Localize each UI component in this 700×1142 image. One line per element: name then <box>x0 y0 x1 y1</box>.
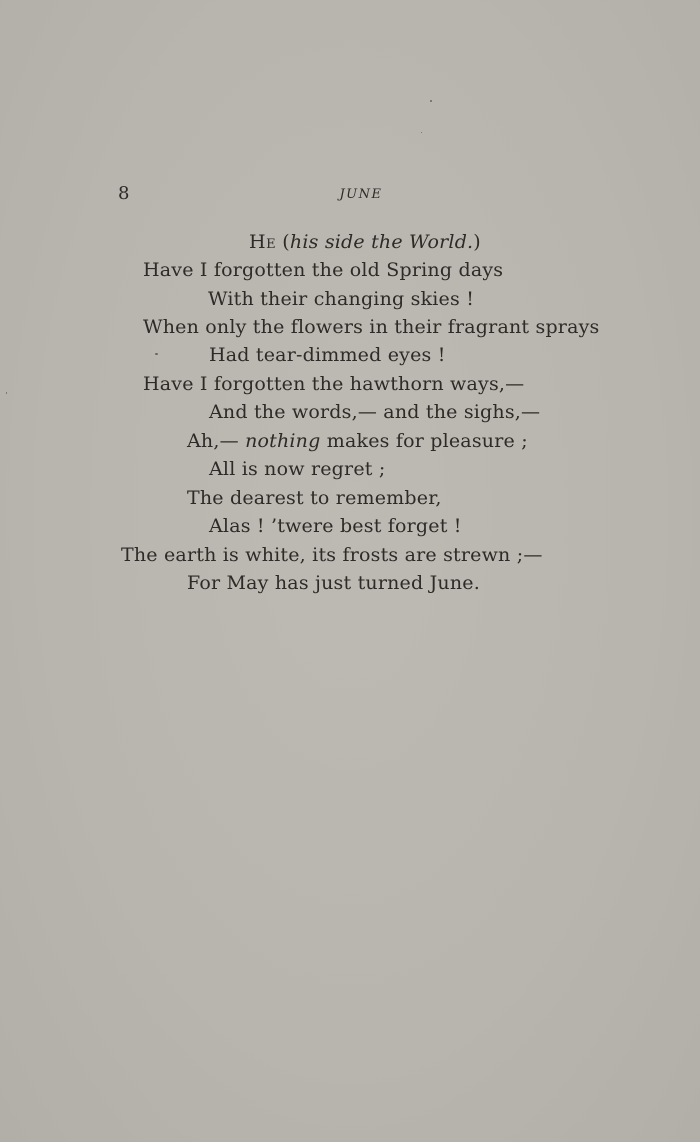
emphasized-word: nothing <box>245 430 321 452</box>
paper-speck <box>155 353 158 355</box>
poem-line: The earth is white, its frosts are strewn ;— <box>121 544 543 566</box>
running-title: JUNE <box>339 187 383 202</box>
poem-line: Have I forgotten the hawthorn ways,— <box>143 373 525 395</box>
paper-speck <box>6 392 7 394</box>
speaker-close-paren: ) <box>473 231 481 253</box>
speaker-open-paren: ( <box>276 231 290 253</box>
poem-line: Had tear-dimmed eyes ! <box>209 344 446 366</box>
paper-speck <box>421 132 422 133</box>
poem-line <box>187 429 528 453</box>
poem-line: With their changing skies ! <box>208 288 475 310</box>
page-number: 8 <box>118 183 130 204</box>
poem-line: Have I forgotten the old Spring days <box>143 259 504 281</box>
paper-speck <box>430 100 432 102</box>
poem-line: The dearest to remember, <box>187 487 442 509</box>
line-fragment: makes for pleasure ; <box>320 430 528 452</box>
poem-line: Alas ! ’twere best forget ! <box>209 515 462 537</box>
speaker-description: his side the World. <box>289 231 474 253</box>
poem-line: When only the flowers in their fragrant sprays <box>143 316 600 338</box>
poem-line: For May has just turned June. <box>187 572 480 594</box>
poem-line: All is now regret ; <box>209 458 386 480</box>
speaker-name: He <box>249 231 277 253</box>
poem-line: And the words,— and the sighs,— <box>209 401 541 423</box>
speaker-heading <box>249 230 481 254</box>
line-fragment: Ah,— <box>187 430 239 452</box>
